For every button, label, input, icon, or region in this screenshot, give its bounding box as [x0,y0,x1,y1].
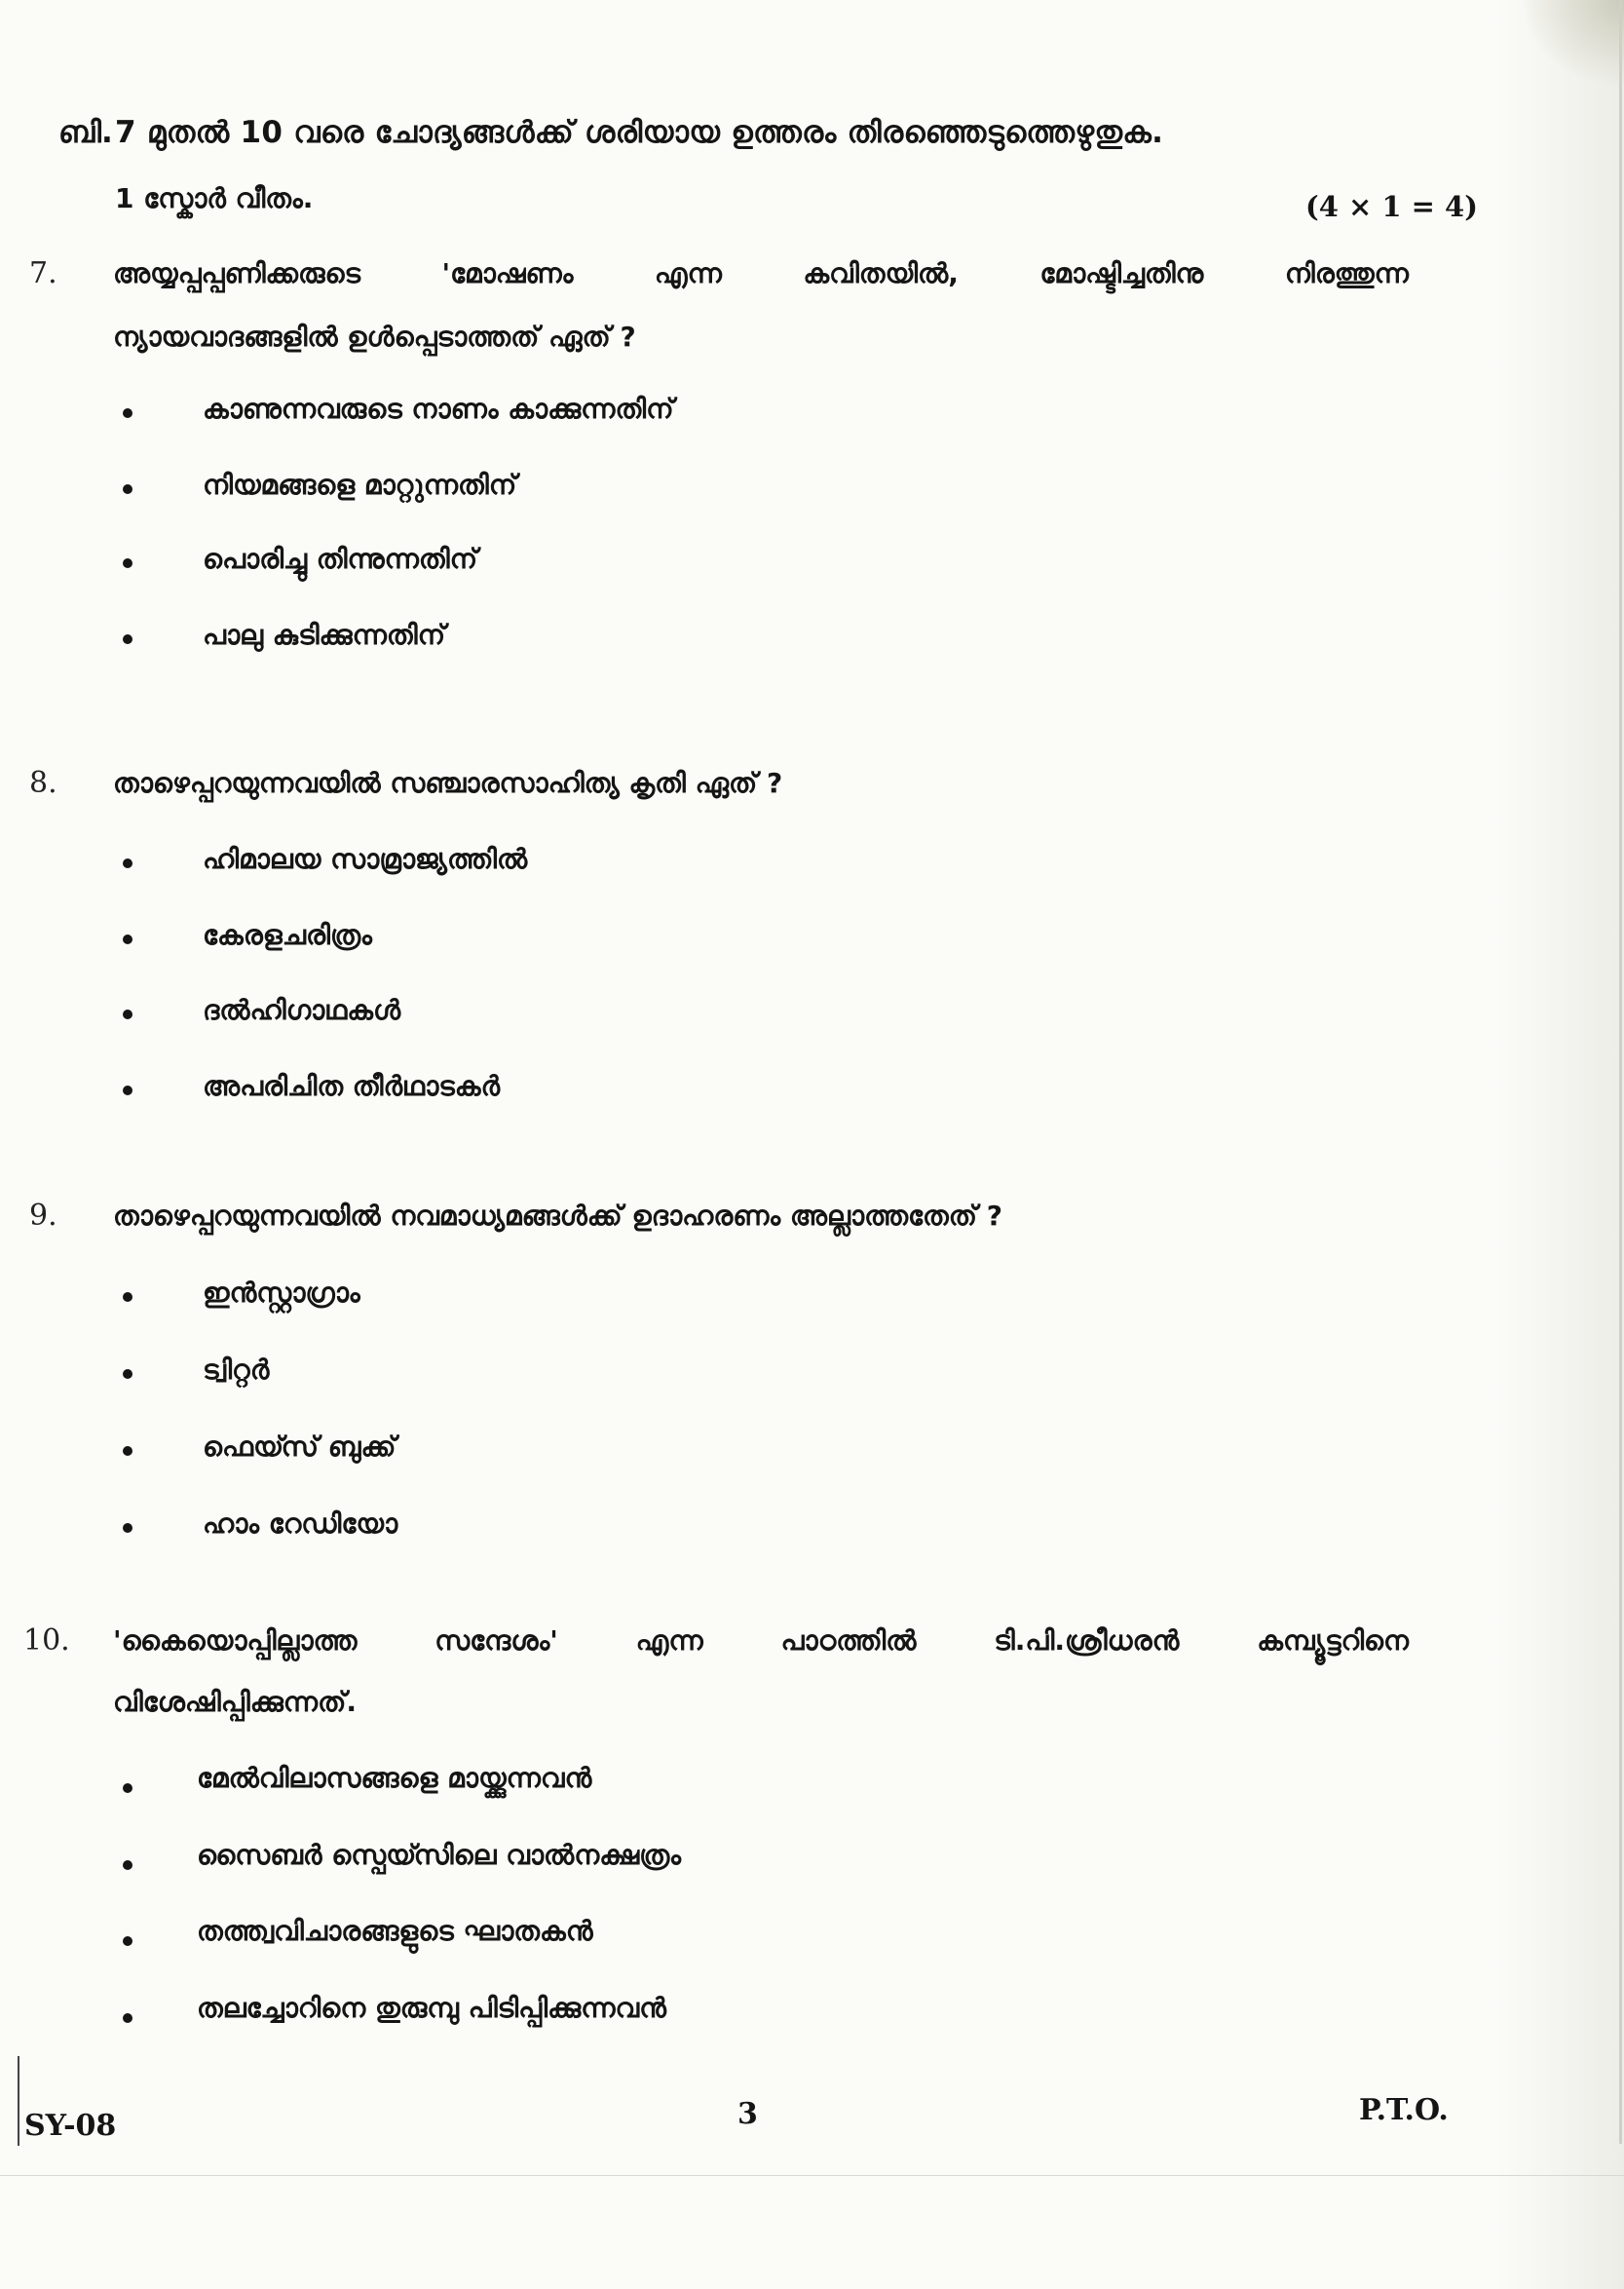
question-7-option-4: പാലു കുടിക്കുന്നതിന് [203,619,446,651]
question-9-option-2: ട്വിറ്റർ [203,1354,270,1386]
bullet-icon [123,1369,132,1379]
question-8-option-2: കേരളചരിത്രം [203,919,372,951]
question-8-text: താഴെപ്പറയുന്നവയിൽ സഞ്ചാരസാഹിത്യ കൃതി ഏത് ? [113,767,783,799]
question-10-option-1: മേൽവിലാസങ്ങളെ മായ്ക്കുന്നവൻ [197,1762,592,1794]
bullet-icon [123,1086,132,1095]
question-8-number: 8. [29,766,57,800]
question-7-option-1: കാണുന്നവരുടെ നാണം കാക്കുന്നതിന് [203,393,674,425]
paper-code: SY-08 [24,2109,117,2143]
question-7-text-line1: അയ്യപ്പപ്പണിക്കരുടെ 'മോഷണം എന്ന കവിതയിൽ, മോഷ്ടിച്ചതിനു നിരത്തുന്ന [113,257,1409,289]
bullet-icon [123,408,132,418]
section-label: ബി. [58,115,113,150]
page-bottom-edge [0,2175,1624,2176]
bullet-icon [123,858,132,868]
section-subtext: 1 സ്കോർ വീതം. [115,182,314,214]
bullet-icon [123,1936,132,1946]
scan-edge [1619,0,1622,2144]
bullet-icon [123,1292,132,1302]
question-8-option-1: ഹിമാലയ സാമ്രാജ്യത്തിൽ [203,843,528,875]
section-marks: (4 × 1 = 4) [1305,190,1478,223]
question-9-text: താഴെപ്പറയുന്നവയിൽ നവമാധ്യമങ്ങൾക്ക് ഉദാഹരണം അല്ലാത്തതേത് ? [113,1200,1002,1232]
pto-label: P.T.O. [1359,2093,1449,2127]
bullet-icon [123,1446,132,1456]
question-10-option-3: തത്ത്വവിചാരങ്ങളുടെ ഘാതകൻ [197,1915,593,1947]
question-10-text-line1: 'കൈയൊപ്പില്ലാത്ത സന്ദേശം' എന്ന പാഠത്തിൽ ടി.പി.ശ്രീധരൻ കമ്പ്യൂട്ടറിനെ [113,1624,1409,1657]
question-7-option-2: നിയമങ്ങളെ മാറ്റുന്നതിന് [203,469,517,501]
bullet-icon [123,1860,132,1870]
bullet-icon [123,484,132,494]
question-10-option-2: സൈബർ സ്പെയ്സിലെ വാൽനക്ഷത്രം [197,1839,681,1871]
bullet-icon [123,1010,132,1019]
question-7-option-3: പൊരിച്ചു തിന്നുന്നതിന് [203,543,478,575]
question-9-option-4: ഹാം റേഡിയോ [203,1507,398,1540]
question-10-number: 10. [23,1623,70,1658]
question-8-option-3: ദൽഹിഗാഥകൾ [203,994,401,1026]
question-7-number: 7. [29,256,57,290]
question-9-option-1: ഇൻസ്റ്റാഗ്രാം [203,1277,360,1309]
bullet-icon [123,1783,132,1793]
question-8-option-4: അപരിചിത തീർഥാടകർ [203,1070,501,1102]
question-9-option-3: ഫെയ്സ് ബുക്ക് [203,1431,397,1463]
bullet-icon [123,2013,132,2023]
scan-shadow [1495,0,1624,2289]
margin-line [18,2056,19,2146]
section-instruction: 7 മുതൽ 10 വരെ ചോദ്യങ്ങൾക്ക് ശരിയായ ഉത്തരം തിരഞ്ഞെടുത്തെഴുതുക. [115,115,1164,150]
bullet-icon [123,558,132,568]
bullet-icon [123,634,132,644]
bullet-icon [123,935,132,944]
bullet-icon [123,1523,132,1533]
question-9-number: 9. [29,1199,57,1233]
scan-corner-shadow [1520,0,1624,88]
question-7-text-line2: ന്യായവാദങ്ങളിൽ ഉൾപ്പെടാത്തത് ഏത് ? [113,321,636,353]
question-10-text-line2: വിശേഷിപ്പിക്കുന്നത്. [113,1686,357,1718]
page-number: 3 [737,2097,758,2131]
question-10-option-4: തലച്ചോറിനെ തുരുമ്പു പിടിപ്പിക്കുന്നവൻ [197,1992,666,2024]
